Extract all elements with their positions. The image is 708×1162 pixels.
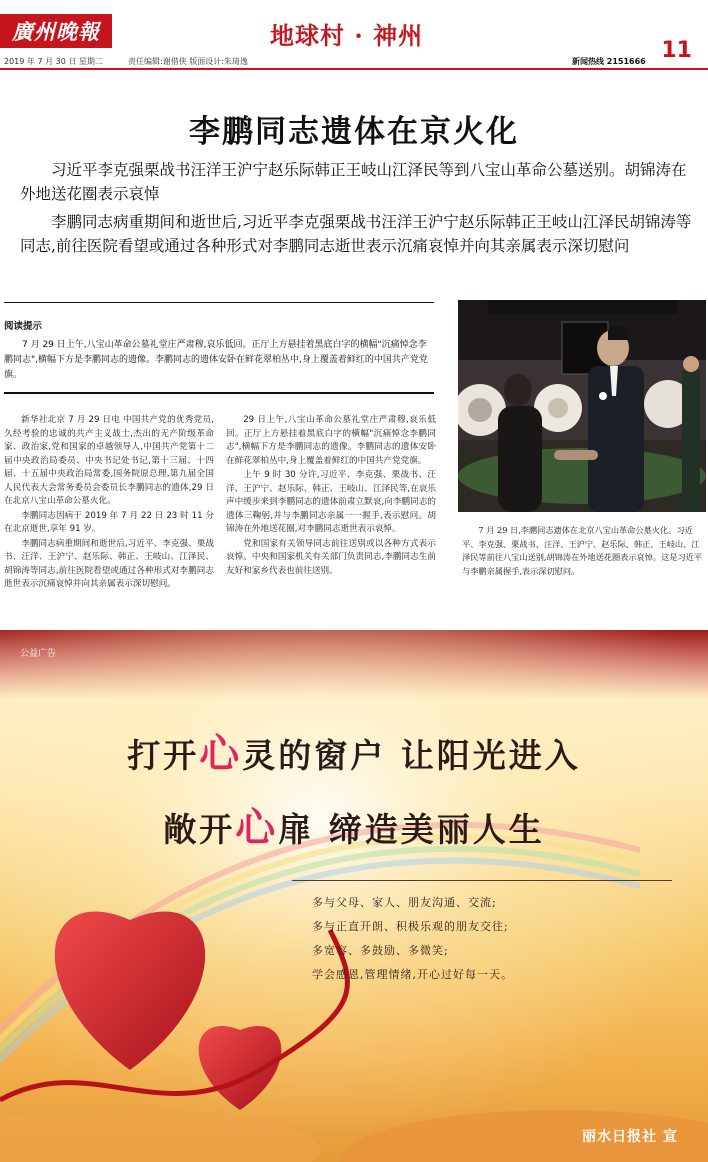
photo-caption: 7 月 29 日,李鹏同志遗体在北京八宝山革命公墓火化。习近平、李克强、栗战书、汪洋、王沪宁、赵乐际、韩正、王岐山、江泽民等前往八宝山送别,胡锦涛在外地送花圈表示哀悼。这是习近平与李鹏亲属握手,表示深切慰问。: [462, 525, 703, 576]
article-column-1: [4, 414, 214, 593]
section-title: 地球村 · 神州: [270, 21, 424, 50]
ad-slogan-text: 扉 缔造美丽人生: [278, 810, 545, 849]
article-column-2: [226, 414, 436, 579]
photo-illustration: [458, 300, 706, 512]
ad-label: 公益广告: [20, 649, 57, 659]
paragraph: 上午 9 时 30 分许,习近平、李克强、栗战书、汪洋、王沪宁、赵乐际、韩正、王岐山、江泽民等,在哀乐声中缓步来到李鹏同志的遗体前肃立默哀,向李鹏同志的遗体三鞠躬,并与李鹏同志亲属一一握手,表示慰问。胡锦涛在外地送花圈,对李鹏同志逝世表示哀悼。: [226, 470, 436, 534]
paragraph: 党和国家有关领导同志前往送别或以各种方式表示哀悼。中央和国家机关有关部门负责同志,李鹏同志生前友好和家乡代表也前往送别。: [226, 538, 436, 576]
summary-label: 阅读提示: [4, 321, 43, 332]
paragraph: 新华社北京 7 月 29 日电 中国共产党的优秀党员,久经考验的忠诚的共产主义战士,杰出的无产阶级革命家、政治家,党和国家的卓越领导人,中国共产党第十二届中央政治局委员、中央书记处书记,第十三届、十四届、十五届中央政治局常委,国务院原总理,第九届全国人民代表大会常务委员会委员长李鹏同志的遗体,29 日在北京八宝山革命公墓火化。: [4, 415, 214, 506]
ad-message-line: 学会感恩,管理情绪,开心过好每一天。: [312, 968, 513, 981]
paragraph: 29 日上午,八宝山革命公墓礼堂庄严肃穆,哀乐低回。正厅上方悬挂着黑底白字的横幅"沉痛悼念李鹏同志",横幅下方是李鹏同志的遗像。李鹏同志的遗体安卧在鲜花翠柏丛中,身上覆盖着鲜红的中国共产党党旗。: [226, 415, 436, 466]
paragraph: 李鹏同志因病于 2019 年 7 月 22 日 23 时 11 分在北京逝世,享年 91 岁。: [4, 510, 214, 534]
news-hotline: 新闻热线 2151666: [572, 57, 646, 66]
dateline: 2019 年 7 月 30 日 星期二: [4, 57, 103, 66]
paragraph: 李鹏同志病重期间和逝世后,习近平、李克强、栗战书、汪洋、王沪宁、赵乐际、韩正、王岐山、江泽民、胡锦涛等同志,前往医院看望或通过各种形式对李鹏同志逝世表示沉痛哀悼并向其亲属表示深切慰问。: [4, 538, 214, 589]
ad-credit: 丽水日报社 宣: [582, 1129, 678, 1145]
heart-character: 心: [235, 805, 279, 851]
ad-slogan-line-1: [0, 722, 708, 779]
article-headline: 李鹏同志遗体在京火化: [189, 114, 519, 150]
ad-message-box: [292, 880, 672, 1020]
summary-text: 7 月 29 日上午,八宝山革命公墓礼堂庄严肃穆,哀乐低回。正厅上方悬挂着黑底白字的横幅"沉痛悼念李鹏同志",横幅下方是李鹏同志的遗像。李鹏同志的遗体安卧在鲜花翠柏丛中,身上覆盖着鲜红的中国共产党党旗。: [4, 340, 428, 380]
article-subhead-1: 习近平李克强栗战书汪洋王沪宁赵乐际韩正王岐山江泽民等到八宝山革命公墓送别。胡锦涛在外地送花圈表示哀悼: [20, 161, 687, 203]
news-photo: [458, 300, 706, 512]
masthead: [0, 0, 708, 68]
page-number: 11: [661, 38, 692, 63]
ad-message-line: 多与正直开朗、积极乐观的朋友交往;: [312, 920, 509, 933]
editor-credits: 责任编辑:谢借侠 版面设计:朱琦逸: [128, 57, 248, 66]
article-subhead-2: 李鹏同志病重期间和逝世后,习近平李克强栗战书汪洋王沪宁赵乐际韩正王岐山江泽民胡锦涛等同志,前往医院看望或通过各种形式对李鹏同志逝世表示沉痛哀悼并向其亲属表示深切慰问: [20, 213, 692, 255]
ad-slogan-text: 敞开: [163, 810, 236, 849]
masthead-divider: [0, 68, 708, 70]
ad-slogan-text: 灵的窗户 让阳光进入: [242, 736, 581, 775]
newspaper-logo: 廣州晚報: [0, 14, 112, 48]
ad-message-line: 多宽容、多鼓励、多微笑;: [312, 944, 449, 957]
summary-top-rule: [4, 302, 434, 303]
public-service-ad: [0, 630, 708, 1162]
ad-message-line: 多与父母、家人、朋友沟通、交流;: [312, 896, 497, 909]
ad-slogan-text: 打开: [127, 736, 200, 775]
heart-character: 心: [199, 731, 243, 777]
ad-slogan-line-2: [0, 796, 708, 853]
summary-bottom-rule: [4, 392, 434, 394]
